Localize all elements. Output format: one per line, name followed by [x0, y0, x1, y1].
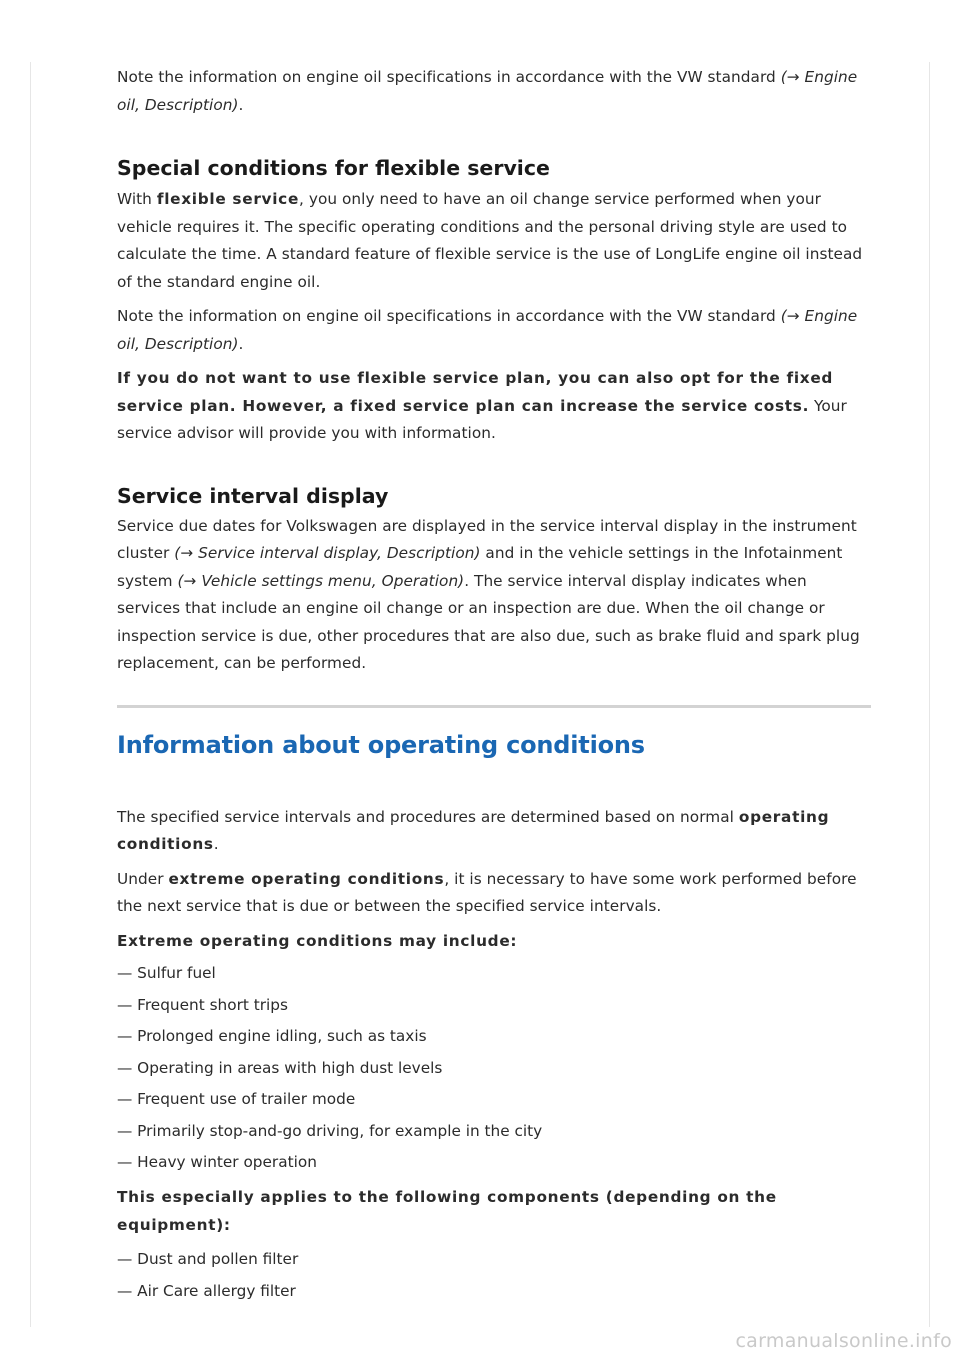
list-item: — Heavy winter operation — [117, 1152, 873, 1172]
service-interval-display-reference-link[interactable]: (→ Service interval display, Description) — [174, 544, 481, 562]
fixed-service-paragraph: If you do not want to use flexible service plan, you can also opt for the fixed service plan. However, a fixed service plan can increase the service costs. Your service advisor will provide you with information. — [117, 369, 847, 442]
oil-spec-note-paragraph: Note the information on engine oil specifications in accordance with the VW standard (→ Engine oil, Description). — [117, 307, 858, 353]
components-list-heading: This especially applies to the following components (depending on the equipment): — [117, 1188, 777, 1234]
intro-paragraph: Note the information on engine oil specifications in accordance with the VW standard (→ Engine oil, Description). — [117, 68, 858, 114]
list-item: — Primarily stop-and-go driving, for example in the city — [117, 1121, 873, 1141]
watermark: carmanualsonline.info — [735, 1330, 952, 1352]
vehicle-settings-reference-link[interactable]: (→ Vehicle settings menu, Operation) — [177, 571, 465, 590]
components-list — [117, 1249, 873, 1301]
page-frame-left — [30, 62, 31, 1327]
page-frame-right — [929, 62, 930, 1327]
engine-oil-reference-link-2[interactable]: (→ Engine oil, Description) — [117, 307, 858, 353]
service-interval-paragraph: Service due dates for Volkswagen are displayed in the service interval display in the instrument cluster (→ Service interval display, Description) and in the vehicle settings in the Infotainment system (→ Vehicle settings menu, Operation). The service interval display indicates when services that include an engine oil change or an inspection are due. When the oil change or inspection service is due, other procedures that are also due, such as brake fluid and spark plug replacement, can be performed. — [117, 516, 860, 672]
section-heading-flexible-service: Special conditions for flexible service — [117, 156, 550, 180]
list-item: — Prolonged engine idling, such as taxis — [117, 1026, 873, 1046]
section-divider — [117, 705, 871, 708]
list-item: — Frequent short trips — [117, 995, 873, 1015]
extreme-conditions-paragraph: Under extreme operating conditions, it is necessary to have some work performed before the next service that is due or between the specified service intervals. — [117, 869, 857, 915]
section-heading-operating-conditions: Information about operating conditions — [117, 730, 645, 759]
list-item: — Dust and pollen filter — [117, 1249, 873, 1269]
extreme-conditions-list — [117, 963, 873, 1172]
list-item: — Frequent use of trailer mode — [117, 1089, 873, 1109]
section-heading-service-interval: Service interval display — [117, 483, 389, 508]
list-item: — Operating in areas with high dust levels — [117, 1058, 873, 1078]
engine-oil-reference-link[interactable]: (→ Engine oil, Description) — [117, 68, 858, 114]
list-item: — Air Care allergy filter — [117, 1281, 873, 1301]
flexible-service-paragraph: With flexible service, you only need to have an oil change service performed when your vehicle requires it. The specific operating conditions and the personal driving style are used to calculate the time. A standard feature of flexible service is the use of LongLife engine oil instead of the standard engine oil. — [117, 190, 863, 291]
extreme-conditions-list-heading: Extreme operating conditions may include: — [117, 931, 518, 950]
operating-conditions-paragraph: The specified service intervals and procedures are determined based on normal operating conditions. — [117, 807, 830, 853]
document-body — [117, 64, 873, 1312]
list-item: — Sulfur fuel — [117, 963, 873, 983]
